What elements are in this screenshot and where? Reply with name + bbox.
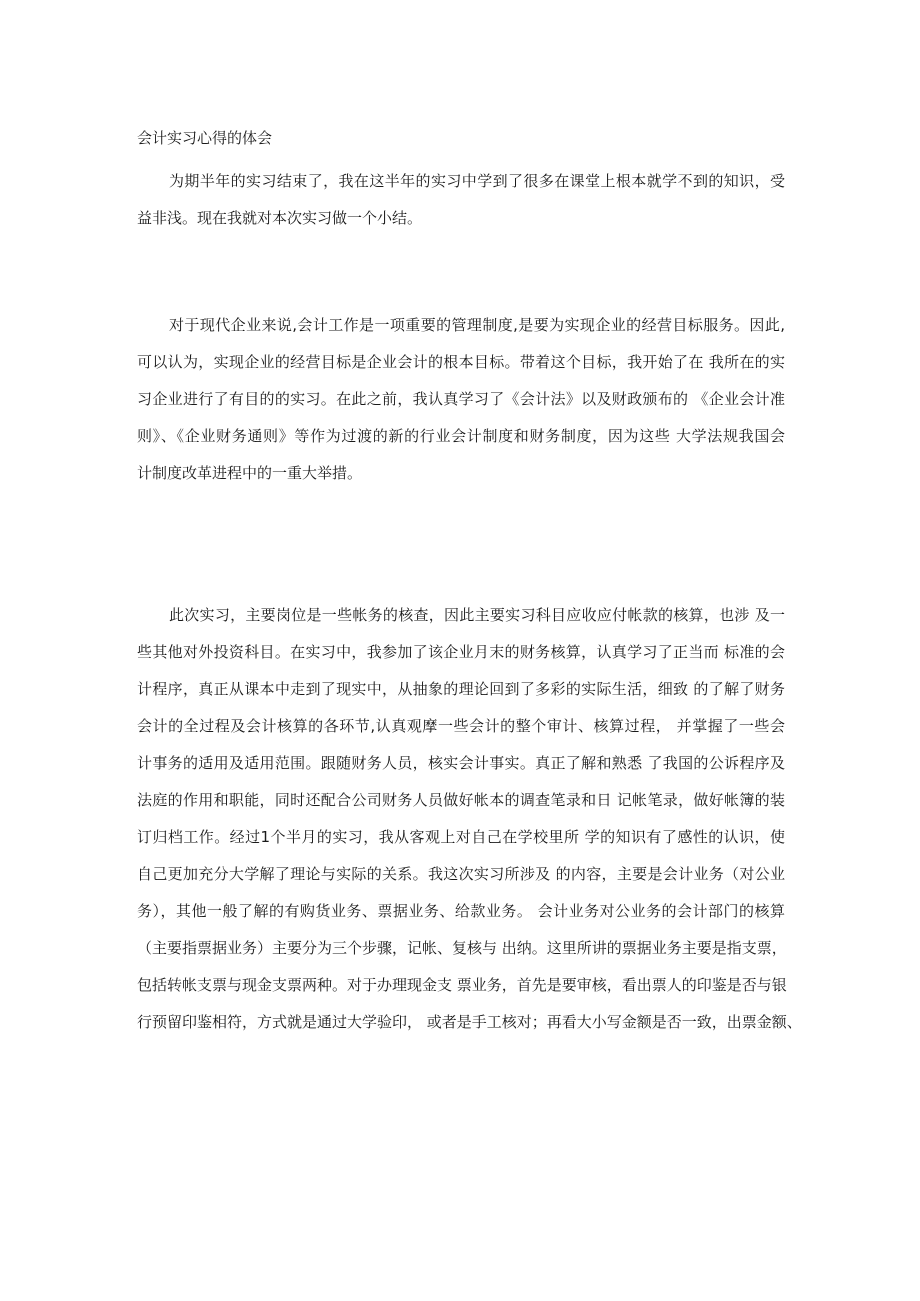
paragraph-line: 益非浅。现在我就对本次实习做一个小结。 xyxy=(137,209,423,227)
paragraph-line: 则》、《企业财务通则》等作为过渡的新的行业会计制度和财务制度，因为这些 大学法规我国会 xyxy=(137,427,785,445)
paragraph-intro xyxy=(137,163,785,237)
paragraph-line: 行预留印鉴相符，方式就是通过大学验印， 或者是手工核对；再看大小写金额是否一致，出票金额、 xyxy=(137,1013,802,1031)
paragraph-line: 为期半年的实习结束了，我在这半年的实习中学到了很多在课堂上根本就学不到的知识，受 xyxy=(169,172,785,190)
document-title: 会计实习心得的体会 xyxy=(137,129,273,147)
paragraph-line: 务），其他一般了解的有购货业务、票据业务、给款业务。 会计业务对公业务的会计部门的核算 xyxy=(137,902,785,920)
paragraph-line: 对于现代企业来说,会计工作是一项重要的管理制度,是要为实现企业的经营目标服务。因此, xyxy=(169,316,785,334)
paragraph-line: 些其他对外投资科目。在实习中，我参加了该企业月末的财务核算，认真学习了正当而 标准的会 xyxy=(137,643,785,661)
paragraph-accounting-goal xyxy=(137,307,785,492)
paragraph-line: 可以认为，实现企业的经营目标是企业会计的根本目标。带着这个目标，我开始了在 我所在的实 xyxy=(137,353,785,371)
paragraph-line: 计制度改革进程中的一重大举措。 xyxy=(137,464,363,482)
paragraph-line: 会计的全过程及会计核算的各环节,认真观摩一些会计的整个审计、核算过程， 并掌握了一些会 xyxy=(137,717,785,735)
paragraph-line: 此次实习，主要岗位是一些帐务的核查，因此主要实习科目应收应付帐款的核算，也涉 及一 xyxy=(169,606,785,624)
paragraph-line: 订归档工作。经过1个半月的实习，我从客观上对自己在学校里所 学的知识有了感性的认识，使 xyxy=(137,828,785,846)
paragraph-internship-details xyxy=(137,597,802,1041)
paragraph-line: 计程序，真正从课本中走到了现实中，从抽象的理论回到了多彩的实际生活，细致 的了解了财务 xyxy=(137,680,785,698)
paragraph-line: 包括转帐支票与现金支票两种。对于办理现金支 票业务，首先是要审核，看出票人的印鉴是否与银 xyxy=(137,976,787,994)
paragraph-line: （主要指票据业务）主要分为三个步骤，记帐、复核与 出纳。这里所讲的票据业务主要是指支票， xyxy=(137,939,787,957)
paragraph-line: 习企业进行了有目的的实习。在此之前，我认真学习了《会计法》以及财政颁布的 《企业会计准 xyxy=(137,390,785,408)
paragraph-line: 计事务的适用及适用范围。跟随财务人员，核实会计事实。真正了解和熟悉 了我国的公诉程序及 xyxy=(137,754,785,772)
paragraph-line: 法庭的作用和职能，同时还配合公司财务人员做好帐本的调查笔录和日 记帐笔录，做好帐簿的装 xyxy=(137,791,785,809)
paragraph-line: 自己更加充分大学解了理论与实际的关系。我这次实习所涉及 的内容，主要是会计业务（对公业 xyxy=(137,865,785,883)
